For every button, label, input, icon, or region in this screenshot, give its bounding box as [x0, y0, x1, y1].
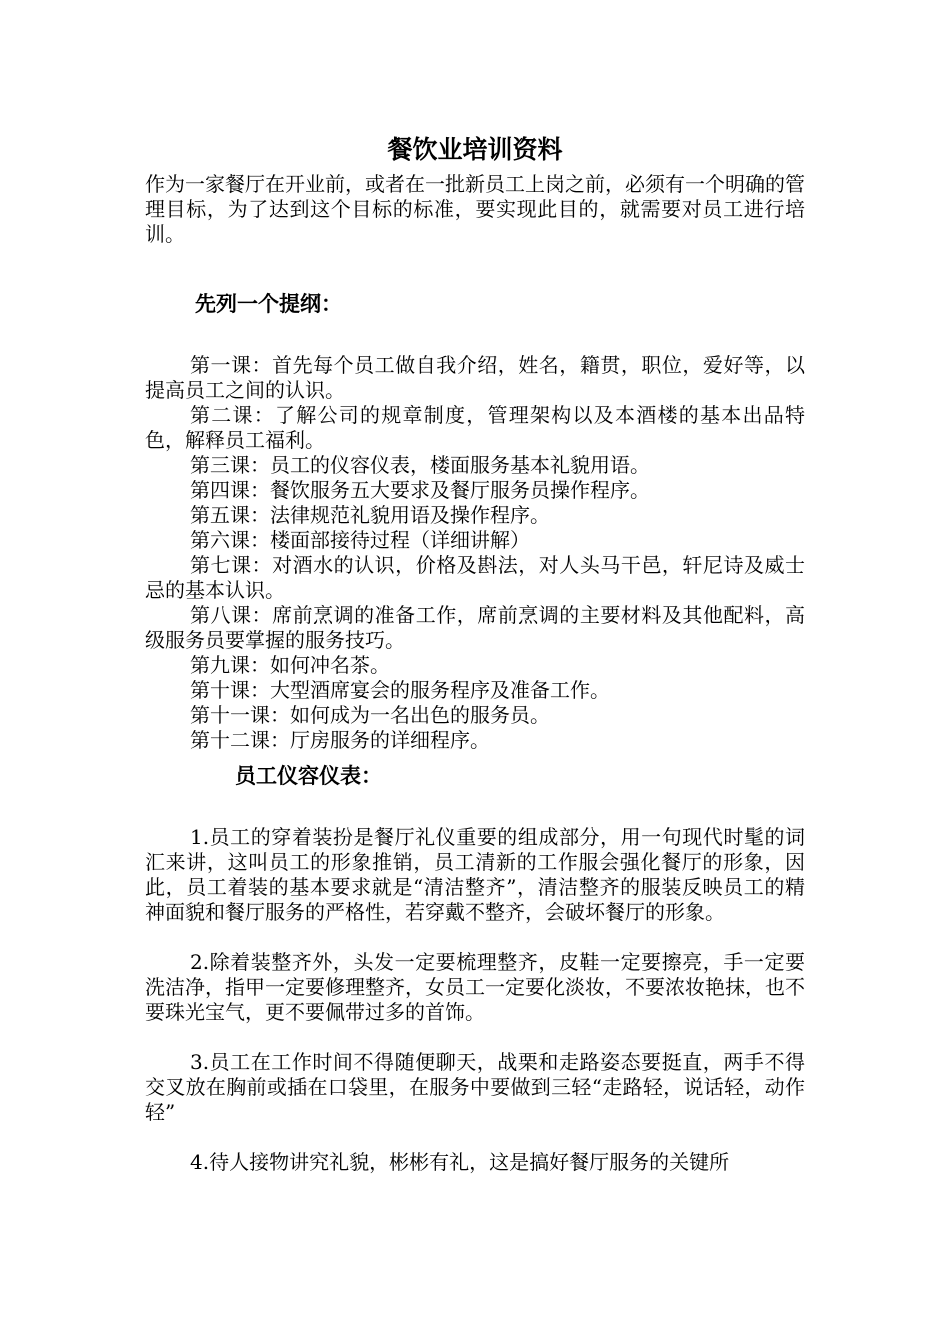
lesson-item: 第二课：了解公司的规章制度，管理架构以及本酒楼的基本出品特色，解释员工福利。	[145, 403, 805, 452]
lesson-list	[145, 353, 805, 753]
lesson-item: 第一课：首先每个员工做自我介绍，姓名，籍贯，职位，爱好等，以提高员工之间的认识。	[145, 353, 805, 402]
lesson-item: 第六课：楼面部接待过程（详细讲解）	[190, 528, 530, 552]
outline-heading: 先列一个提纲：	[195, 292, 342, 316]
lesson-item: 第十课：大型酒席宴会的服务程序及准备工作。	[190, 678, 610, 702]
lesson-item: 第八课：席前烹调的准备工作，席前烹调的主要材料及其他配料，高级服务员要掌握的服务技巧。	[145, 603, 805, 652]
appearance-point: 2.除着装整齐外，头发一定要梳理整齐，皮鞋一定要擦亮，手一定要洗洁净，指甲一定要修理整齐，女员工一定要化淡妆，不要浓妆艳抹，也不要珠光宝气，更不要佩带过多的首饰。	[145, 950, 805, 1024]
lesson-item: 第七课：对酒水的认识，价格及斟法，对人头马干邑，轩尼诗及威士忌的基本认识。	[145, 553, 805, 602]
document-body	[145, 172, 805, 1175]
intro-paragraph: 作为一家餐厅在开业前，或者在一批新员工上岗之前，必须有一个明确的管理目标，为了达到这个目标的标准，要实现此目的，就需要对员工进行培训。	[145, 172, 805, 246]
lesson-item: 第十一课：如何成为一名出色的服务员。	[190, 703, 550, 727]
appearance-point: 1.员工的穿着装扮是餐厅礼仪重要的组成部分，用一句现代时髦的词汇来讲，这叫员工的形象推销，员工清新的工作服会强化餐厅的形象，因此，员工着装的基本要求就是“清洁整齐”，清洁整齐的服装反映员工的精神面貌和餐厅服务的严格性，若穿戴不整齐，会破坏餐厅的形象。	[145, 825, 805, 924]
lesson-item: 第三课：员工的仪容仪表，楼面服务基本礼貌用语。	[190, 453, 650, 477]
appearance-point: 3.员工在工作时间不得随便聊天，战栗和走路姿态要挺直，两手不得交叉放在胸前或插在口袋里，在服务中要做到三轻“走路轻，说话轻，动作轻”	[145, 1050, 805, 1124]
lesson-item: 第五课：法律规范礼貌用语及操作程序。	[190, 503, 550, 527]
lesson-item: 第十二课：厅房服务的详细程序。	[190, 728, 490, 752]
appearance-point: 4.待人接物讲究礼貌，彬彬有礼，这是搞好餐厅服务的关键所	[190, 1150, 730, 1174]
appearance-heading: 员工仪容仪表：	[235, 764, 382, 788]
document-title: 餐饮业培训资料	[387, 135, 563, 164]
lesson-item: 第九课：如何冲名茶。	[190, 653, 390, 677]
lesson-item: 第四课：餐饮服务五大要求及餐厅服务员操作程序。	[190, 478, 650, 502]
